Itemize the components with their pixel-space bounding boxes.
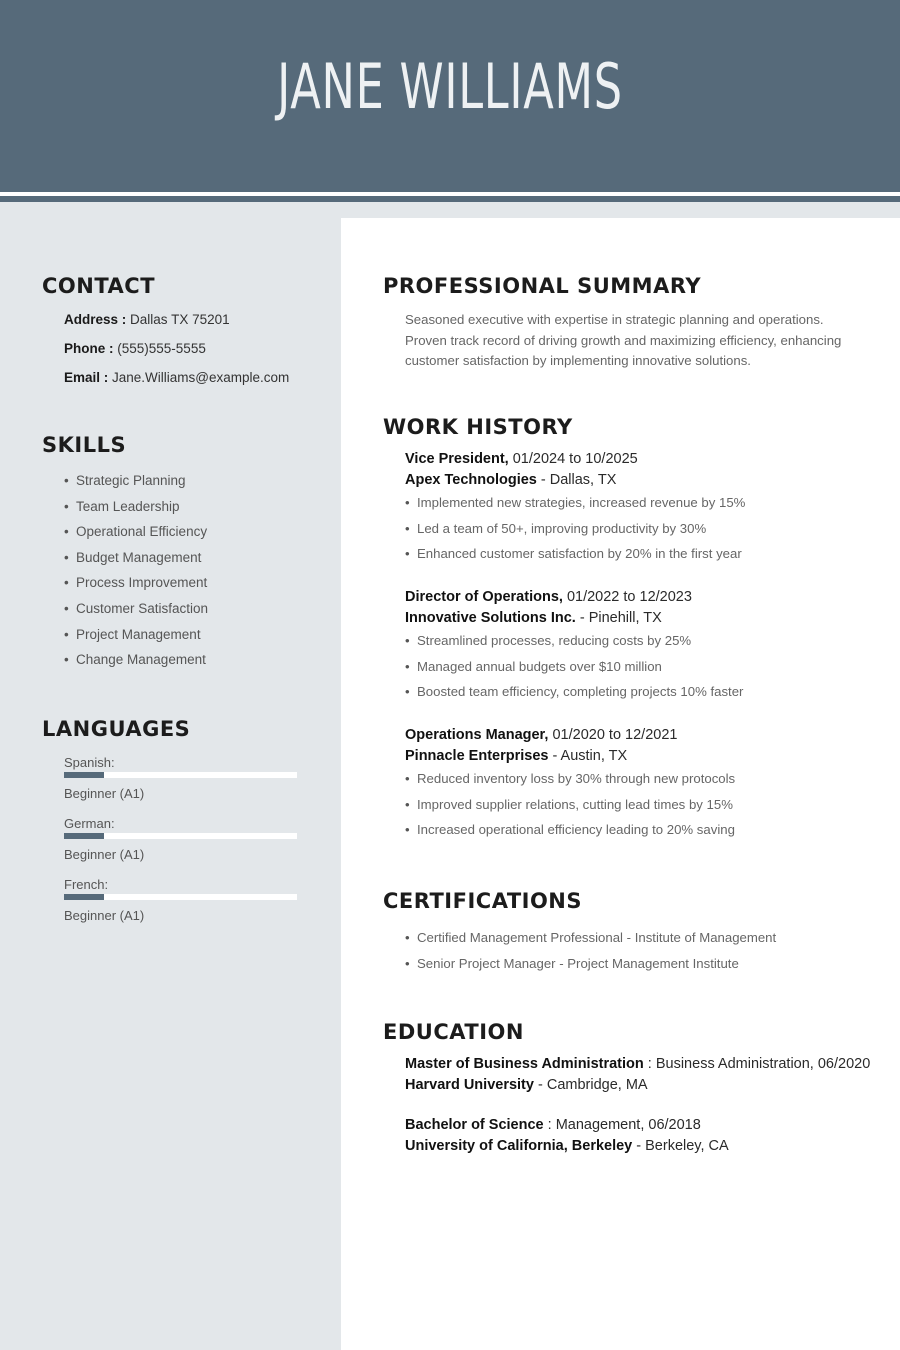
job-bullet <box>405 546 875 572</box>
skill-item <box>64 652 208 678</box>
job-company-line <box>405 610 875 631</box>
skill-label: Change Management <box>76 652 206 668</box>
language-bar-fill <box>64 894 104 900</box>
bullet-icon: • <box>405 633 410 648</box>
job-bullet-text: Reduced inventory loss by 30% through new protocols <box>417 771 736 786</box>
skill-item <box>64 627 208 653</box>
job-bullet <box>405 771 875 797</box>
address-label: Address : <box>64 312 127 327</box>
skill-item <box>64 524 208 550</box>
skill-item <box>64 499 208 525</box>
phone-label: Phone : <box>64 341 114 356</box>
job-bullet-text: Managed annual budgets over $10 million <box>417 658 662 674</box>
address-value: Dallas TX 75201 <box>130 312 230 327</box>
bullet-icon: • <box>64 473 69 488</box>
job-bullet <box>405 797 875 823</box>
job-bullets <box>405 771 875 848</box>
job-bullets <box>405 495 875 572</box>
language-bar-fill <box>64 833 104 839</box>
bullet-icon: • <box>405 495 410 510</box>
education-school: University of California, Berkeley <box>405 1137 633 1154</box>
language-level: Beginner (A1) <box>64 847 145 862</box>
skill-item <box>64 575 208 601</box>
job-company: Apex Technologies <box>405 471 537 488</box>
certification-text: Senior Project Manager - Project Management Institute <box>417 955 739 971</box>
job-bullet <box>405 495 875 521</box>
job-entry <box>405 727 875 848</box>
skill-label: Process Improvement <box>76 575 208 591</box>
job-location: - Austin, TX <box>552 747 628 764</box>
bullet-icon: • <box>64 626 69 642</box>
bullet-icon: • <box>405 546 410 562</box>
skill-item <box>64 550 208 576</box>
certification-item <box>405 930 776 956</box>
certification-item <box>405 956 776 982</box>
top-strip <box>341 202 900 218</box>
job-location: - Dallas, TX <box>540 471 617 488</box>
job-company: Pinnacle Enterprises <box>405 747 549 764</box>
candidate-name: JANE WILLIAMS <box>277 50 623 123</box>
job-position: Vice President, <box>405 451 509 467</box>
bullet-icon: • <box>64 575 69 591</box>
job-title-line <box>405 451 875 472</box>
bullet-icon: • <box>64 600 69 616</box>
education-field: : Business Administration, 06/2020 <box>647 1056 871 1072</box>
education-degree-line <box>405 1056 885 1077</box>
education-title: EDUCATION <box>383 1020 524 1044</box>
contact-phone <box>64 341 206 356</box>
language-name: French: <box>64 877 109 892</box>
job-bullet <box>405 684 875 710</box>
bullet-icon: • <box>405 684 410 700</box>
job-bullet-text: Increased operational efficiency leading to 20% saving <box>417 822 735 838</box>
certifications-title: CERTIFICATIONS <box>383 889 583 913</box>
language-german <box>64 816 297 862</box>
education-school-line <box>405 1138 885 1159</box>
education-entry <box>405 1056 885 1097</box>
job-dates: 01/2020 to 12/2021 <box>552 727 678 743</box>
bullet-icon: • <box>64 652 69 668</box>
bullet-icon: • <box>64 524 69 540</box>
email-label: Email : <box>64 370 109 385</box>
contact-title: CONTACT <box>42 274 156 298</box>
skill-item <box>64 473 208 499</box>
education-location: - Cambridge, MA <box>537 1076 648 1093</box>
header-banner <box>0 0 900 192</box>
job-bullet-text: Streamlined processes, reducing costs by 25% <box>417 633 692 648</box>
education-degree-line <box>405 1117 885 1138</box>
language-bar <box>64 772 297 778</box>
skills-list <box>64 473 208 678</box>
summary-text: Seasoned executive with expertise in strategic planning and operations. Proven track record of driving growth and maximizing efficiency, enhancing customer satisfaction by implementing innovative solutions. <box>405 312 842 369</box>
job-bullet-text: Boosted team efficiency, completing projects 10% faster <box>417 684 744 700</box>
language-bar <box>64 894 297 900</box>
skill-label: Customer Satisfaction <box>76 600 209 616</box>
language-spanish <box>64 755 297 801</box>
summary-title: PROFESSIONAL SUMMARY <box>383 274 702 298</box>
education-degree: Master of Business Administration <box>405 1056 644 1072</box>
skills-title: SKILLS <box>42 433 127 457</box>
education-degree: Bachelor of Science <box>405 1117 544 1133</box>
bullet-icon: • <box>405 822 410 838</box>
skill-label: Strategic Planning <box>76 473 186 488</box>
job-bullet-text: Improved supplier relations, cutting lead times by 15% <box>417 796 733 812</box>
education-location: - Berkeley, CA <box>636 1137 729 1154</box>
job-bullet <box>405 521 875 547</box>
bullet-icon: • <box>405 520 410 536</box>
job-bullet <box>405 659 875 685</box>
language-name: German: <box>64 816 115 831</box>
languages-title: LANGUAGES <box>42 717 191 741</box>
skill-label: Operational Efficiency <box>76 524 208 540</box>
job-title-line <box>405 589 875 610</box>
job-dates: 01/2024 to 10/2025 <box>512 451 638 467</box>
job-bullet <box>405 822 875 848</box>
language-level: Beginner (A1) <box>64 786 145 801</box>
education-school-line <box>405 1077 885 1098</box>
job-bullet-text: Implemented new strategies, increased revenue by 15% <box>417 495 746 510</box>
education-school: Harvard University <box>405 1076 534 1093</box>
language-bar <box>64 833 297 839</box>
bullet-icon: • <box>405 658 410 674</box>
skill-label: Budget Management <box>76 549 202 565</box>
work-history-title: WORK HISTORY <box>383 415 573 439</box>
job-company-line <box>405 748 875 769</box>
bullet-icon: • <box>405 930 410 945</box>
job-bullets <box>405 633 875 710</box>
bullet-icon: • <box>405 955 410 971</box>
language-name: Spanish: <box>64 755 115 770</box>
skill-label: Team Leadership <box>76 498 180 514</box>
education-entry <box>405 1117 885 1158</box>
skill-item <box>64 601 208 627</box>
job-location: - Pinehill, TX <box>579 609 662 626</box>
job-dates: 01/2022 to 12/2023 <box>566 589 692 605</box>
job-company-line <box>405 472 875 493</box>
job-entry <box>405 451 875 572</box>
job-title-line <box>405 727 875 748</box>
job-company: Innovative Solutions Inc. <box>405 609 576 626</box>
contact-address <box>64 312 230 327</box>
contact-email <box>64 370 289 385</box>
education-field: : Management, 06/2018 <box>547 1117 701 1133</box>
job-entry <box>405 589 875 710</box>
job-position: Director of Operations, <box>405 589 563 605</box>
certifications-list <box>405 930 776 981</box>
certification-text: Certified Management Professional - Institute of Management <box>417 930 777 945</box>
language-bar-fill <box>64 772 104 778</box>
bullet-icon: • <box>64 549 69 565</box>
skill-label: Project Management <box>76 626 201 642</box>
phone-value: (555)555-5555 <box>117 341 206 356</box>
bullet-icon: • <box>64 498 69 514</box>
language-level: Beginner (A1) <box>64 908 145 923</box>
bullet-icon: • <box>405 796 410 812</box>
job-bullet <box>405 633 875 659</box>
language-french <box>64 877 297 923</box>
job-position: Operations Manager, <box>405 727 549 743</box>
bullet-icon: • <box>405 771 410 786</box>
email-value: Jane.Williams@example.com <box>112 370 290 385</box>
job-bullet-text: Led a team of 50+, improving productivity by 30% <box>417 520 707 536</box>
job-bullet-text: Enhanced customer satisfaction by 20% in the first year <box>417 546 742 562</box>
